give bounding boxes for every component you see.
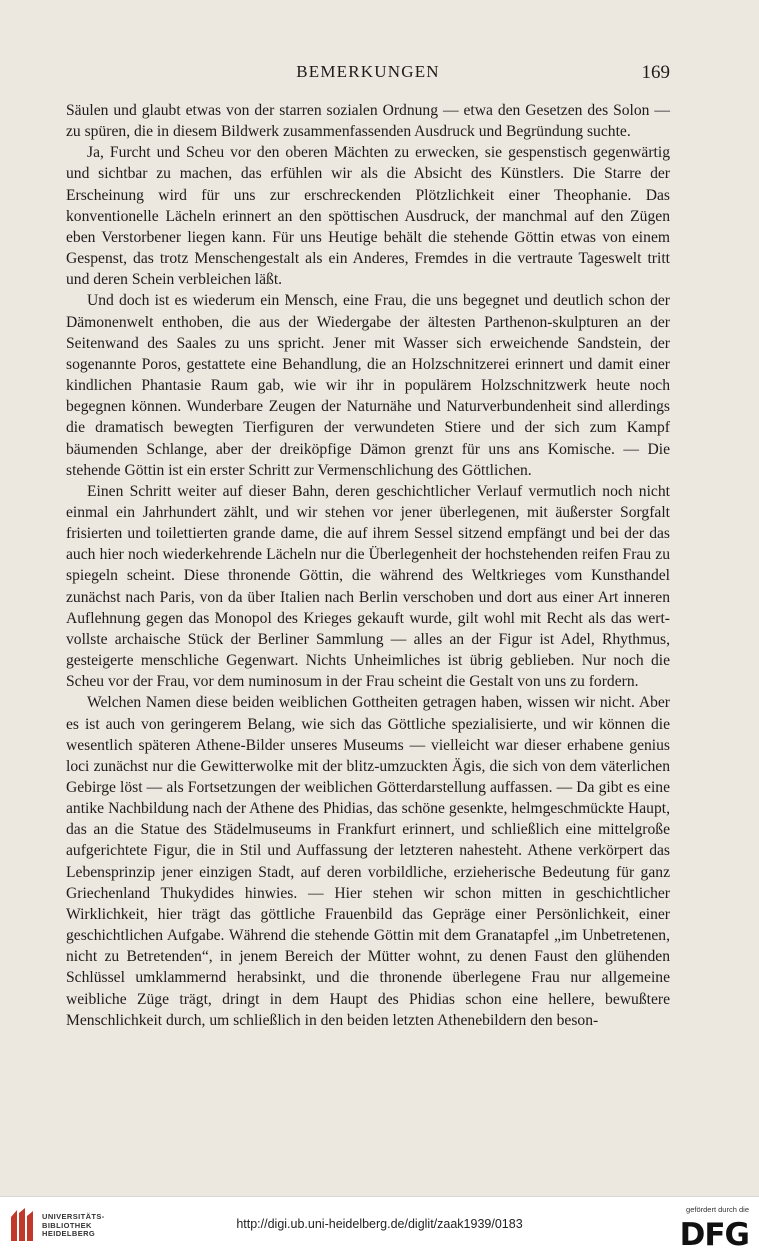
page-number: 169 [641, 62, 670, 83]
viewer-footer [0, 1196, 759, 1257]
body-text [66, 100, 670, 1031]
library-name-line: UNIVERSITÄTS- [42, 1212, 105, 1221]
page-header [66, 62, 670, 88]
paragraph: Welchen Namen diese beiden weiblichen Gottheiten getragen haben, wissen wir nicht. Aber es ist auch von geringerem Belang, wie sich das Göttliche spezialisierte, und wir können die wesentlich späteren Athene-Bilder unseres Museums — vielleicht war dieser erhabene genius loci zunächst nur die Gewitterwolke mit der blitz-umzuckten Ägis, die sich von dem väterlichen Gebirge löst — als Fortsetzungen der weiblichen Götterdarstellung auffassen. — Da gibt es eine antike Nachbildung nach der Athene des Phidias, das schöne gesenkte, helmgeschmückte Haupt, das an die Statue des Städelmuseums in Frankfurt erinnert, und schließlich eine mittelgroße aufgerichtete Figur, die in Stil und Auffassung der letzteren nahesteht. Athene verkörpert das Lebensprinzip jener einzigen Stadt, auf deren vorbildliche, erzieherische Bedeutung für ganz Griechenland Thukydides hinwies. — Hier stehen wir schon mitten in geschichtlicher Wirklichkeit, hier trägt das göttliche Frauenbild das Gepräge einer Persönlichkeit, einer geschichtlichen Aufgabe. Während die stehende Göttin mit dem Granatapfel „im Unbetretenen, nicht zu Betretenden“, in jenem Bereich der Mütter wohnt, zu denen Faust den glühenden Schlüssel umklammernd herabsinkt, und die thronende überlegene Frau nur allgemeine weibliche Züge trägt, dringt in dem Haupt des Phidias schon eine hellere, bewußtere Menschlichkeit durch, um schließlich in den beiden letzten Athenebildern den beson- [66, 694, 670, 1029]
paragraph: Ja, Furcht und Scheu vor den oberen Mächten zu erwecken, sie gespenstisch gegenwärtig und sichtbar zu machen, das erfühlen wir als die Absicht des Künstlers. Die Starre der Erscheinung wird für uns zur erschreckenden Plötzlichkeit einer Theophanie. Das konventionelle Lächeln erinnert an den spöttischen Ausdruck, der manchmal auf den Zügen eben Verstorbener liegen kann. Für uns Heutige behält die stehende Göttin etwas von einem Gespenst, das trotz Menschengestalt als ein Anderes, Fremdes in die vertraute Tageswelt tritt und deren Schein verbleichen läßt. [66, 144, 670, 289]
paragraph: Und doch ist es wiederum ein Mensch, eine Frau, die uns begegnet und deutlich schon der Dämonenwelt enthoben, die aus der Wiedergabe der ältesten Parthenon-skulpturen an der Seitenwand des Saales zu uns spricht. Jener mit Wasser sich erweichende Sandstein, der sogenannte Poros, gestattete eine Behandlung, die an Holzschnitzerei erinnert und damit einer kindlichen Phantasie Raum gab, wie wir ihr in populärem Holzschnitzwerk heute noch begegnen können. Wunderbare Zeugen der Naturnähe und Naturverbundenheit sind allerdings die dramatisch bewegten Tierfiguren der verwundeten Stiere und der sich zum Kampf bäumenden Schlange, aber der dreiköpfige Dämon grenzt für uns ans Komische. — Die stehende Göttin ist ein erster Schritt zur Vermenschlichung des Göttlichen. [66, 292, 670, 479]
permalink-url[interactable]: http://digi.ub.uni-heidelberg.de/diglit/zaak1939/0183 [236, 1217, 523, 1231]
paragraph: Säulen und glaubt etwas von der starren sozialen Ordnung — etwa den Gesetzen des Solon — zu spüren, die in diesem Bildwerk zusammenfassenden Ausdruck und Begründung suchte. [66, 102, 670, 141]
paragraph: Einen Schritt weiter auf dieser Bahn, deren geschichtlicher Verlauf vermutlich noch nicht einmal ein Jahrhundert zählt, und wir stehen vor jener überlegenen, mit äußerster Sorgfalt frisierten und toilettierten grande dame, die auf ihrem Sessel sitzend empfängt und bei der das auch hier noch wiederkehrende Lächeln nur die Überlegenheit der hochstehenden reifen Frau zu spiegeln scheint. Diese thronende Göttin, die während des Weltkrieges vom Kunsthandel zunächst nach Paris, von da über Italien nach Berlin verschoben und dort aus einer Art inneren Auflehnung gegen das Monopol des Krieges gekauft wurde, gilt wohl mit Recht als das wert-vollste archaische Stück der Berliner Sammlung — alles an der Figur ist Adel, Rhythmus, gesteigerte menschliche Gegenwart. Nichts Unheimliches ist übrig geblieben. Nur noch die Scheu vor der Frau, vor dem numinosum in der Frau scheint die Gestalt von uns zu fordern. [66, 482, 670, 691]
library-name-line: BIBLIOTHEK [42, 1220, 92, 1230]
library-name-line: HEIDELBERG [42, 1229, 96, 1239]
dfg-logo: DFG [679, 1217, 749, 1253]
funding-caption: gefördert durch die [686, 1205, 749, 1214]
running-title: BEMERKUNGEN [296, 62, 440, 81]
